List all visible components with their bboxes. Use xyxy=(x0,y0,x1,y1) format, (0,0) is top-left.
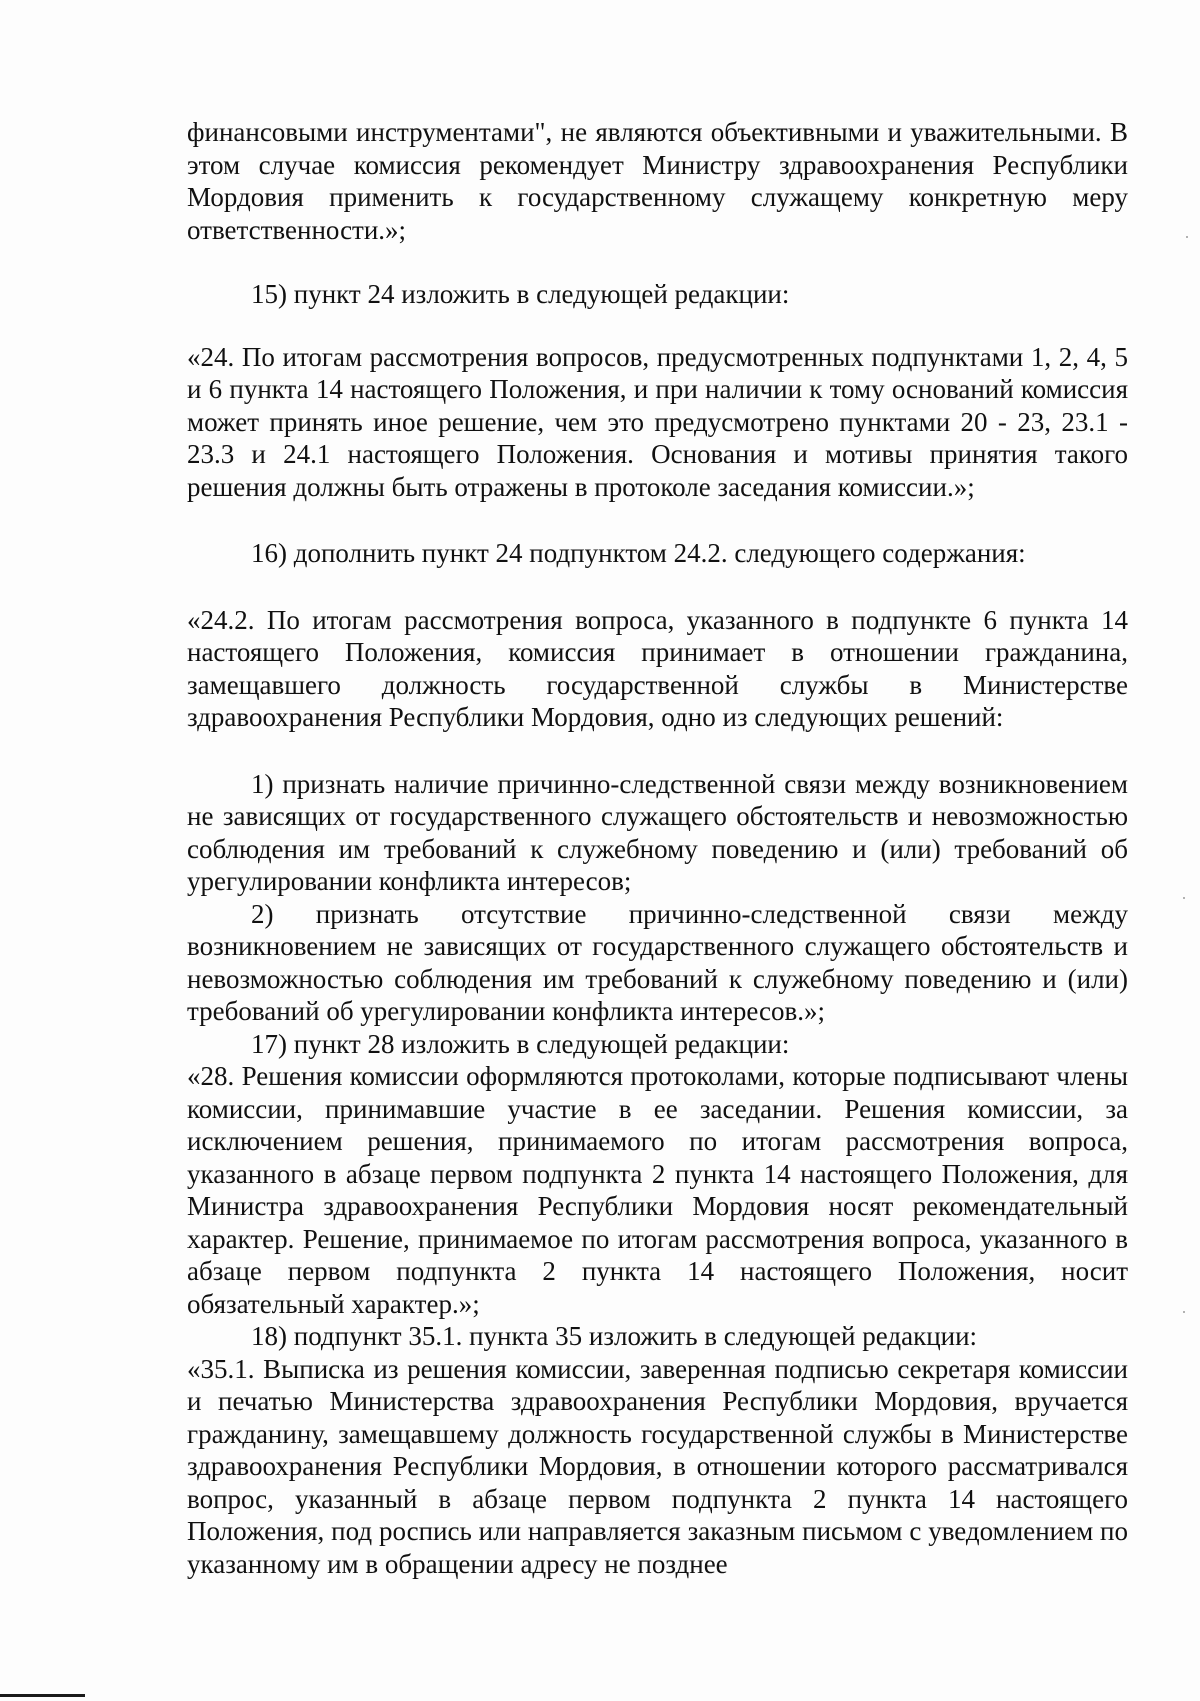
scan-speck xyxy=(1186,236,1188,238)
scan-edge-line xyxy=(0,1694,85,1697)
document-body xyxy=(187,116,1128,1580)
scan-speck xyxy=(1183,1311,1185,1313)
decision-item-1: 1) признать наличие причинно-следственной связи между возникновением не зависящих от государственного служащего обстоятельств и невозможностью соблюдения им требований к служебному поведению и (или) требований об урегулировании конфликта интересов; xyxy=(187,768,1128,896)
amendment-heading-15: 15) пункт 24 изложить в следующей редакции: xyxy=(251,279,790,309)
paragraph-35-1: «35.1. Выписка из решения комиссии, заверенная подписью секретаря комиссии и печатью Министерства здравоохранения Республики Мордовия, вручается гражданину, замещавшему должность государственной службы в Министерстве здравоохранения Республики Мордовия, в отношении которого рассматривался вопрос, указанный в абзаце первом подпункта 2 пункта 14 настоящего Положения, под роспись или направляется заказным письмом с уведомлением по указанному им в обращении адресу не позднее xyxy=(187,1353,1128,1579)
amendment-heading-17: 17) пункт 28 изложить в следующей редакции: xyxy=(251,1028,790,1059)
amendment-heading-18: 18) подпункт 35.1. пункта 35 изложить в следующей редакции: xyxy=(251,1321,978,1351)
paragraph-continuation: финансовыми инструментами", не являются объективными и уважительными. В этом случае комиссия рекомендует Министру здравоохранения Республики Мордовия применить к государственному служащему конкретную меру ответственности.»; xyxy=(187,117,1128,245)
paragraph-24: «24. По итогам рассмотрения вопросов, предусмотренных подпунктами 1, 2, 4, 5 и 6 пункта 14 настоящего Положения, и при наличии к тому оснований комиссия может принять иное решение, чем это предусмотрено пунктами 20 - 23, 23.1 - 23.3 и 24.1 настоящего Положения. Основания и мотивы принятия такого решения должны быть отражены в протоколе заседания комиссии.»; xyxy=(187,341,1128,502)
paragraph-28: «28. Решения комиссии оформляются протоколами, которые подписывают члены комиссии, принимавшие участие в ее заседании. Решения комиссии, за исключением решения, принимаемого по итогам рассмотрения вопроса, указанного в абзаце первом подпункта 2 пункта 14 настоящего Положения, для Министра здравоохранения Республики Мордовия носят рекомендательный характер. Решение, принимаемое по итогам рассмотрения вопроса, указанного в абзаце первом подпункта 2 пункта 14 настоящего Положения, носит обязательный характер.»; xyxy=(187,1061,1128,1319)
paragraph-24-2: «24.2. По итогам рассмотрения вопроса, указанного в подпункте 6 пункта 14 настоящего Положения, комиссия принимает в отношении гражданина, замещавшего должность государственной службы в Министерстве здравоохранения Республики Мордовия, одно из следующих решений: xyxy=(187,604,1128,732)
scan-speck xyxy=(1183,897,1185,899)
decision-item-2: 2) признать отсутствие причинно-следственной связи между возникновением не зависящих от государственного служащего обстоятельств и невозможностью соблюдения им требований к служебному поведению и (или) требований об урегулировании конфликта интересов.»; xyxy=(187,898,1128,1026)
amendment-heading-16: 16) дополнить пункт 24 подпунктом 24.2. следующего содержания: xyxy=(251,538,1026,568)
